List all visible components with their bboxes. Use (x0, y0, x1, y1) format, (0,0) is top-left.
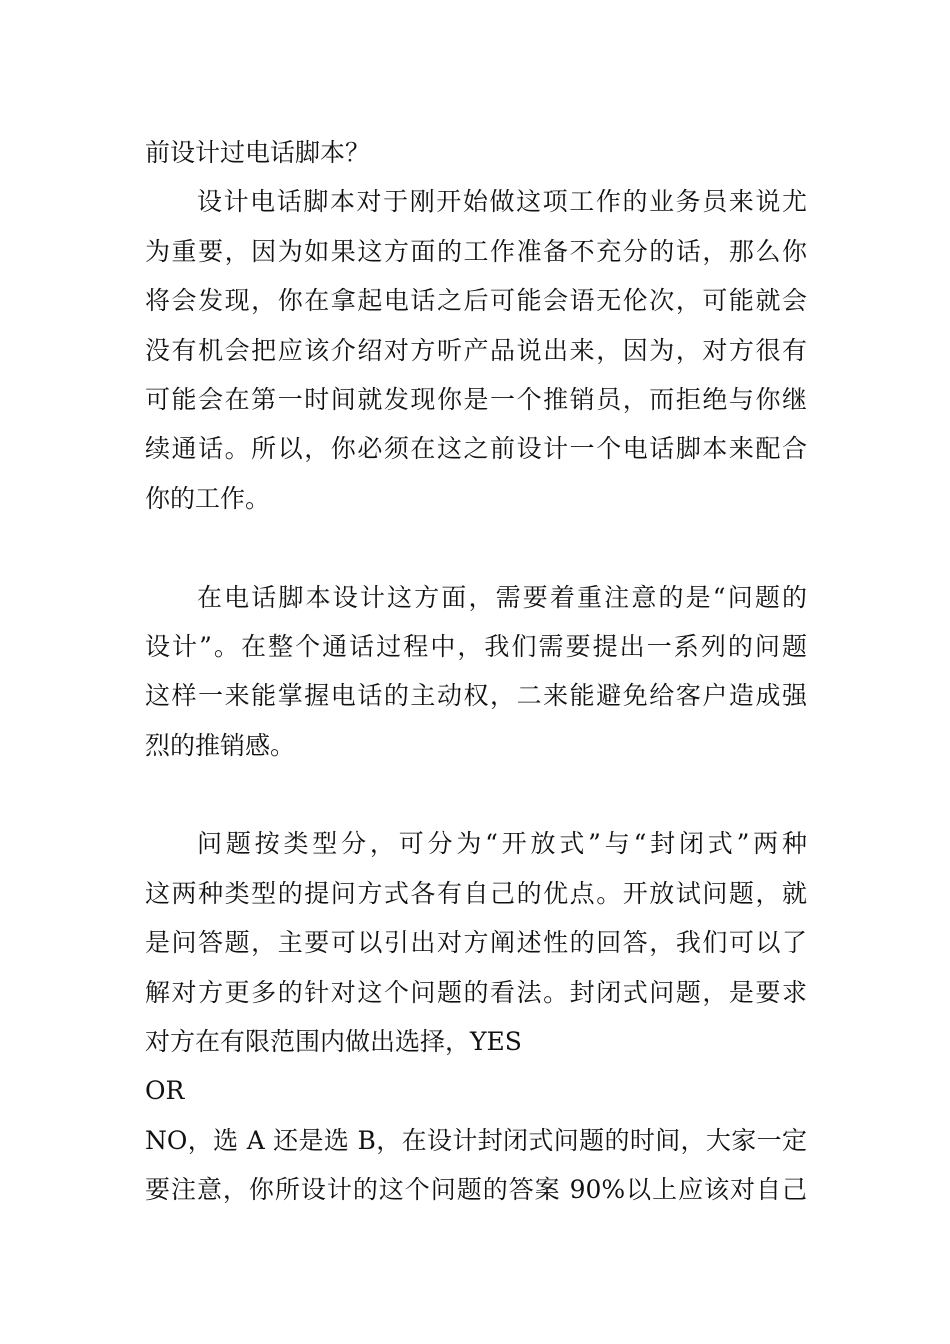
text-line: 前设计过电话脚本？ (145, 138, 371, 167)
text-line: 问题按类型分，可分为“开放式”与“封闭式”两种 (197, 829, 807, 859)
text-line: 解对方更多的针对这个问题的看法。封闭式问题，是要求 (145, 977, 807, 1007)
text-line: NO，选 A 还是选 B，在设计封闭式问题的时间，大家一定 (145, 1125, 807, 1155)
body-text (145, 128, 807, 1215)
text-line: 为重要，因为如果这方面的工作准备不充分的话，那么你 (145, 236, 807, 266)
text-line: 要注意，你所设计的这个问题的答案 90%以上应该对自己 (145, 1175, 807, 1205)
text-line: 设计”。在整个通话过程中，我们需要提出一系列的问题 (145, 631, 807, 661)
text-line: 将会发现，你在拿起电话之后可能会语无伦次，可能就会 (145, 286, 807, 316)
text-line: 续通话。所以，你必须在这之前设计一个电话脚本来配合 (145, 434, 807, 464)
paragraph-gap (145, 770, 807, 819)
text-line: 对方在有限范围内做出选择，YES (145, 1027, 522, 1057)
text-line: 是问答题，主要可以引出对方阐述性的回答，我们可以了 (145, 928, 807, 958)
text-line: OR (145, 1076, 185, 1106)
text-line: 没有机会把应该介绍对方听产品说出来，因为，对方很有 (145, 335, 807, 365)
text-line: 你的工作。 (145, 483, 271, 513)
text-line: 烈的推销感。 (145, 730, 296, 760)
text-line: 在电话脚本设计这方面，需要着重注意的是“问题的 (197, 582, 807, 612)
text-line: 这两种类型的提问方式各有自己的优点。开放试问题，就 (145, 878, 807, 908)
text-line: 这样一来能掌握电话的主动权，二来能避免给客户造成强 (145, 681, 807, 711)
text-line: 可能会在第一时间就发现你是一个推销员，而拒绝与你继 (145, 384, 807, 414)
text-line: 设计电话脚本对于刚开始做这项工作的业务员来说尤 (197, 187, 807, 217)
paragraph-gap (145, 523, 807, 572)
